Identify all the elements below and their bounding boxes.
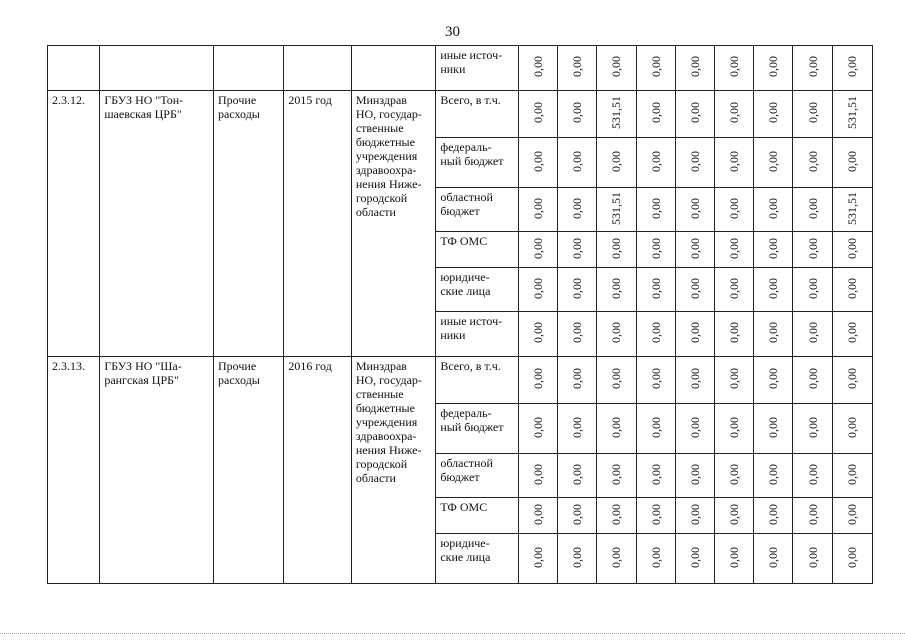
value-text: 0,00: [766, 416, 781, 438]
value-text: 0,00: [845, 368, 860, 389]
value-cell: [518, 188, 557, 232]
value-text: 0,00: [727, 150, 742, 172]
value-text: 0,00: [766, 463, 781, 485]
value-text: 0,00: [805, 368, 820, 389]
value-text: 0,00: [570, 463, 585, 485]
value-cell: [597, 534, 636, 584]
item-institution: ГБУЗ НО "Тон- шаевская ЦРБ": [100, 91, 214, 357]
value-text: 0,00: [845, 416, 860, 438]
value-text: 0,00: [570, 102, 585, 123]
value-text: 0,00: [687, 463, 702, 485]
value-text: 0,00: [530, 277, 545, 299]
value-text: 0,00: [570, 237, 585, 259]
value-text: 0,00: [766, 197, 781, 219]
source-cell: Всего, в т.ч.: [436, 91, 519, 138]
value-cell: [715, 534, 754, 584]
value-cell: [754, 357, 793, 404]
value-cell: [558, 357, 597, 404]
value-cell: [558, 534, 597, 584]
value-text: 0,00: [687, 150, 702, 172]
value-cell: [636, 268, 675, 312]
value-text: 0,00: [766, 546, 781, 568]
value-text: 0,00: [805, 56, 820, 77]
value-text: 0,00: [648, 416, 663, 438]
value-cell: [636, 454, 675, 498]
value-cell: [832, 268, 872, 312]
value-cell: [518, 498, 557, 534]
value-text: 0,00: [727, 322, 742, 343]
value-text: 0,00: [845, 56, 860, 77]
source-cell: юридиче- ские лица: [436, 534, 519, 584]
value-cell: [597, 498, 636, 534]
value-cell: [675, 188, 714, 232]
value-cell: [597, 268, 636, 312]
value-cell: [636, 188, 675, 232]
value-cell: [675, 404, 714, 454]
value-text: 0,00: [609, 56, 624, 77]
value-cell: [793, 91, 832, 138]
source-cell: юридиче- ские лица: [436, 268, 519, 312]
value-cell: [518, 138, 557, 188]
value-text: 0,00: [530, 56, 545, 77]
value-cell: [558, 268, 597, 312]
value-cell: [597, 46, 636, 91]
source-cell: областной бюджет: [436, 454, 519, 498]
value-text: 0,00: [570, 150, 585, 172]
executor-cell: [351, 46, 436, 91]
value-cell: [558, 404, 597, 454]
value-text: 0,00: [687, 197, 702, 219]
value-cell: [597, 357, 636, 404]
value-cell: [754, 232, 793, 268]
value-text: 0,00: [727, 56, 742, 77]
value-text: 0,00: [845, 503, 860, 525]
value-text: 0,00: [727, 277, 742, 299]
value-cell: [597, 188, 636, 232]
value-cell: [832, 91, 872, 138]
table-row: [48, 91, 873, 138]
value-cell: [832, 498, 872, 534]
value-cell: [518, 91, 557, 138]
value-cell: [636, 498, 675, 534]
value-cell: [793, 454, 832, 498]
budget-table: [47, 45, 873, 584]
value-cell: [558, 91, 597, 138]
value-text: 0,00: [648, 150, 663, 172]
item-executor: Минздрав НО, государ- ственные бюджетные учреждения здравоохра- нения Ниже- городской области: [351, 91, 436, 357]
value-text: 531,51: [845, 191, 860, 225]
value-text: 0,00: [805, 277, 820, 299]
value-text: 0,00: [805, 150, 820, 172]
value-text: 0,00: [845, 322, 860, 343]
value-text: 0,00: [727, 197, 742, 219]
value-cell: [754, 498, 793, 534]
value-text: 0,00: [609, 546, 624, 568]
source-cell: ТФ ОМС: [436, 498, 519, 534]
value-text: 0,00: [530, 463, 545, 485]
value-text: 0,00: [727, 368, 742, 389]
value-cell: [793, 357, 832, 404]
value-cell: [597, 138, 636, 188]
value-text: 0,00: [570, 368, 585, 389]
value-text: 0,00: [648, 503, 663, 525]
item-year: 2015 год: [284, 91, 351, 357]
value-cell: [675, 91, 714, 138]
scan-artifact-line: [0, 633, 905, 635]
value-cell: [715, 232, 754, 268]
value-text: 0,00: [609, 368, 624, 389]
value-cell: [715, 312, 754, 357]
value-cell: [754, 91, 793, 138]
value-cell: [518, 454, 557, 498]
value-cell: [793, 46, 832, 91]
value-text: 0,00: [845, 546, 860, 568]
value-cell: [754, 454, 793, 498]
value-text: 0,00: [687, 322, 702, 343]
value-cell: [558, 454, 597, 498]
value-text: 0,00: [687, 56, 702, 77]
value-cell: [832, 46, 872, 91]
value-cell: [715, 91, 754, 138]
value-cell: [793, 404, 832, 454]
value-text: 0,00: [648, 277, 663, 299]
value-text: 0,00: [687, 277, 702, 299]
value-cell: [518, 232, 557, 268]
value-cell: [793, 232, 832, 268]
value-cell: [793, 534, 832, 584]
value-cell: [518, 534, 557, 584]
value-text: 0,00: [570, 546, 585, 568]
value-text: 0,00: [530, 197, 545, 219]
value-cell: [832, 232, 872, 268]
value-cell: [558, 312, 597, 357]
value-cell: [754, 534, 793, 584]
value-text: 0,00: [530, 503, 545, 525]
value-text: 0,00: [845, 150, 860, 172]
value-cell: [754, 404, 793, 454]
value-cell: [597, 232, 636, 268]
value-cell: [636, 232, 675, 268]
value-text: 0,00: [570, 503, 585, 525]
value-text: 0,00: [570, 322, 585, 343]
value-cell: [558, 498, 597, 534]
value-cell: [636, 357, 675, 404]
value-text: 0,00: [766, 277, 781, 299]
expense-type-cell: [214, 46, 284, 91]
value-text: 0,00: [570, 416, 585, 438]
value-text: 0,00: [530, 322, 545, 343]
value-text: 0,00: [648, 197, 663, 219]
value-text: 0,00: [648, 102, 663, 123]
value-cell: [675, 534, 714, 584]
value-text: 0,00: [687, 546, 702, 568]
value-text: 0,00: [766, 503, 781, 525]
value-text: 0,00: [530, 546, 545, 568]
value-cell: [558, 46, 597, 91]
code-cell: [48, 46, 100, 91]
value-text: 0,00: [530, 102, 545, 123]
value-text: 0,00: [805, 503, 820, 525]
value-cell: [715, 138, 754, 188]
item-expense-type: Прочие расходы: [214, 357, 284, 584]
value-cell: [675, 232, 714, 268]
source-cell: ТФ ОМС: [436, 232, 519, 268]
value-text: 0,00: [727, 416, 742, 438]
carryover-row: [48, 46, 873, 91]
value-text: 0,00: [727, 463, 742, 485]
value-text: 0,00: [609, 150, 624, 172]
value-cell: [832, 534, 872, 584]
value-text: 0,00: [805, 237, 820, 259]
value-cell: [715, 188, 754, 232]
source-cell: иные источ- ники: [436, 312, 519, 357]
value-cell: [675, 454, 714, 498]
value-text: 0,00: [845, 463, 860, 485]
value-cell: [793, 498, 832, 534]
value-cell: [518, 46, 557, 91]
item-code: 2.3.12.: [48, 91, 100, 357]
item-year: 2016 год: [284, 357, 351, 584]
value-cell: [793, 312, 832, 357]
value-text: 0,00: [687, 237, 702, 259]
value-cell: [832, 454, 872, 498]
source-cell: областной бюджет: [436, 188, 519, 232]
value-cell: [636, 534, 675, 584]
source-cell: федераль- ный бюджет: [436, 138, 519, 188]
value-text: 0,00: [648, 56, 663, 77]
item-executor: Минздрав НО, государ- ственные бюджетные учреждения здравоохра- нения Ниже- городской области: [351, 357, 436, 584]
value-text: 0,00: [570, 56, 585, 77]
value-text: 0,00: [805, 197, 820, 219]
value-cell: [675, 357, 714, 404]
value-cell: [754, 138, 793, 188]
value-cell: [597, 454, 636, 498]
value-cell: [754, 268, 793, 312]
value-text: 0,00: [805, 322, 820, 343]
value-cell: [832, 404, 872, 454]
item-code: 2.3.13.: [48, 357, 100, 584]
value-cell: [715, 357, 754, 404]
value-text: 0,00: [648, 368, 663, 389]
value-text: 0,00: [609, 237, 624, 259]
value-cell: [597, 404, 636, 454]
institution-cell: [100, 46, 214, 91]
value-text: 0,00: [766, 102, 781, 123]
value-text: 0,00: [648, 322, 663, 343]
value-text: 0,00: [727, 102, 742, 123]
value-text: 531,51: [609, 96, 624, 129]
value-text: 0,00: [687, 368, 702, 389]
value-text: 0,00: [648, 546, 663, 568]
value-cell: [518, 312, 557, 357]
value-text: 0,00: [727, 237, 742, 259]
value-cell: [832, 138, 872, 188]
value-cell: [793, 138, 832, 188]
value-cell: [675, 46, 714, 91]
value-cell: [636, 138, 675, 188]
value-cell: [675, 138, 714, 188]
source-cell: иные источ- ники: [436, 46, 519, 91]
value-cell: [715, 454, 754, 498]
value-cell: [715, 268, 754, 312]
value-cell: [636, 312, 675, 357]
value-text: 0,00: [687, 503, 702, 525]
value-text: 0,00: [648, 463, 663, 485]
source-cell: Всего, в т.ч.: [436, 357, 519, 404]
value-text: 0,00: [845, 277, 860, 299]
value-text: 0,00: [766, 56, 781, 77]
value-cell: [675, 498, 714, 534]
value-text: 0,00: [727, 503, 742, 525]
value-text: 0,00: [805, 463, 820, 485]
value-cell: [715, 46, 754, 91]
value-text: 0,00: [687, 416, 702, 438]
value-text: 0,00: [766, 368, 781, 389]
value-cell: [754, 312, 793, 357]
value-text: 531,51: [609, 191, 624, 225]
value-text: 0,00: [570, 277, 585, 299]
value-text: 0,00: [766, 237, 781, 259]
value-cell: [558, 138, 597, 188]
value-cell: [832, 312, 872, 357]
value-text: 0,00: [766, 322, 781, 343]
table-row: [48, 357, 873, 404]
value-text: 0,00: [766, 150, 781, 172]
value-cell: [675, 268, 714, 312]
value-text: 0,00: [805, 102, 820, 123]
value-cell: [558, 188, 597, 232]
value-cell: [636, 404, 675, 454]
value-cell: [558, 232, 597, 268]
source-cell: федераль- ный бюджет: [436, 404, 519, 454]
value-cell: [518, 404, 557, 454]
value-cell: [793, 268, 832, 312]
value-text: 0,00: [687, 102, 702, 123]
value-text: 0,00: [845, 237, 860, 259]
value-cell: [636, 91, 675, 138]
value-cell: [832, 188, 872, 232]
value-text: 0,00: [530, 416, 545, 438]
value-cell: [518, 357, 557, 404]
value-cell: [754, 188, 793, 232]
value-text: 0,00: [609, 463, 624, 485]
value-cell: [518, 268, 557, 312]
value-text: 0,00: [570, 197, 585, 219]
value-cell: [715, 498, 754, 534]
item-expense-type: Прочие расходы: [214, 91, 284, 357]
value-text: 0,00: [530, 150, 545, 172]
value-cell: [597, 91, 636, 138]
value-cell: [636, 46, 675, 91]
value-cell: [597, 312, 636, 357]
value-text: 0,00: [609, 503, 624, 525]
value-text: 0,00: [530, 237, 545, 259]
value-cell: [754, 46, 793, 91]
value-text: 0,00: [609, 322, 624, 343]
value-text: 0,00: [530, 368, 545, 389]
value-text: 0,00: [805, 416, 820, 438]
value-cell: [675, 312, 714, 357]
value-text: 0,00: [648, 237, 663, 259]
year-cell: [284, 46, 351, 91]
page-number: 30: [445, 24, 460, 40]
value-text: 0,00: [727, 546, 742, 568]
value-text: 0,00: [609, 277, 624, 299]
value-text: 531,51: [845, 96, 860, 129]
value-cell: [793, 188, 832, 232]
value-cell: [832, 357, 872, 404]
value-text: 0,00: [609, 416, 624, 438]
value-text: 0,00: [805, 546, 820, 568]
value-cell: [715, 404, 754, 454]
item-institution: ГБУЗ НО "Ша- рангская ЦРБ": [100, 357, 214, 584]
